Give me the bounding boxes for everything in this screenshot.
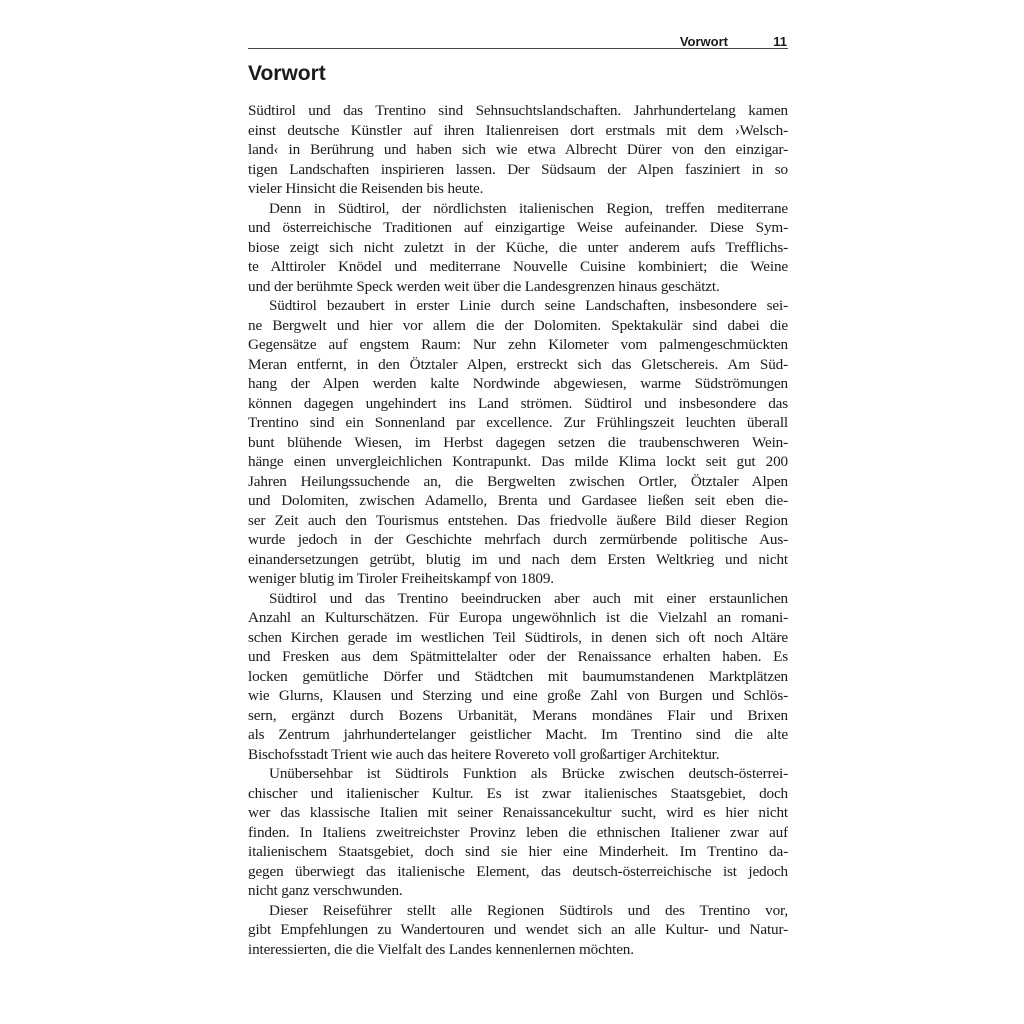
body-text — [248, 101, 788, 959]
text-line: Dieser Reiseführer stellt alle Regionen Südtirols und des Trentino vor, — [269, 901, 788, 919]
text-line: und der berühmte Speck werden weit über die Landesgrenzen hinaus geschätzt. — [248, 277, 720, 295]
text-line: interessierten, die die Vielfalt des Landes kennenlernen möchten. — [248, 940, 634, 958]
running-head-section: Vorwort — [679, 34, 728, 49]
text-line: Unübersehbar ist Südtirols Funktion als Brücke zwischen deutsch-österrei- — [269, 765, 788, 782]
text-line: wurde jedoch in der Geschichte mehrfach durch zermürbende politische Aus- — [248, 531, 788, 548]
text-line: können dagegen ungehindert ins Land strömen. Südtirol und insbesondere das — [248, 394, 788, 412]
text-line: italienischem Staatsgebiet, doch sind sie hier eine Minderheit. Im Trentino da- — [248, 843, 788, 860]
text-line: Denn in Südtirol, der nördlichsten italienischen Region, treffen mediterrane — [269, 199, 788, 217]
text-line: hang der Alpen werden kalte Nordwinde abgewiesen, warme Südströmungen — [248, 375, 788, 392]
text-line: finden. In Italiens zweitreichster Provinz leben die ethnischen Italiener zwar auf — [248, 823, 788, 841]
text-line: ne Bergwelt und hier vor allem die der Dolomiten. Spektakulär sind dabei die — [248, 316, 788, 334]
text-line: Südtirol und das Trentino beeindrucken aber auch mit einer erstaunlichen — [269, 589, 788, 607]
text-line: einandersetzungen getrübt, blutig im und nach dem Ersten Weltkrieg und nicht — [248, 550, 788, 568]
text-line: locken gemütliche Dörfer und Städtchen mit baumumstandenen Marktplätzen — [248, 667, 788, 685]
book-page — [248, 28, 788, 959]
text-line: te Alttiroler Knödel und mediterrane Nouvelle Cuisine kombiniert; die Weine — [248, 258, 788, 275]
text-line: Südtirol und das Trentino sind Sehnsuchtslandschaften. Jahrhundertelang kamen — [248, 102, 788, 119]
page-number: 11 — [773, 34, 787, 49]
text-line: weniger blutig im Tiroler Freiheitskampf von 1809. — [248, 570, 554, 587]
text-line: land‹ in Berührung und haben sich wie etwa Albrecht Dürer von den einzigar- — [248, 141, 788, 158]
text-line: als Zentrum jahrhundertelanger geistlicher Macht. Im Trentino sind die alte — [248, 726, 788, 743]
text-line: gegen überwiegt das italienische Element, das deutsch-österreichische ist jedoch — [248, 862, 788, 880]
text-line: tigen Landschaften inspirieren lassen. Der Südsaum der Alpen fasziniert in so — [248, 160, 788, 178]
text-line: einst deutsche Künstler auf ihren Italienreisen dort erstmals mit dem ›Welsch- — [248, 121, 788, 139]
text-line: Südtirol bezaubert in erster Linie durch seine Landschaften, insbesondere sei- — [269, 297, 788, 314]
text-line: und Dolomiten, zwischen Adamello, Brenta und Gardasee ließen seit eben die- — [248, 492, 788, 509]
text-line: hänge einen unvergleichlichen Kontrapunkt. Das milde Klima lockt seit gut 200 — [248, 453, 788, 470]
text-line: vieler Hinsicht die Reisenden bis heute. — [248, 180, 484, 197]
text-line: Gegensätze auf engstem Raum: Nur zehn Kilometer vom palmengeschmückten — [248, 336, 788, 353]
text-line: und Fresken aus dem Spätmittelalter oder der Renaissance erhalten haben. Es — [248, 648, 788, 665]
text-line: ser Zeit auch den Tourismus entstehen. Das friedvolle äußere Bild dieser Region — [248, 511, 788, 529]
text-line: schen Kirchen gerade im westlichen Teil Südtirols, in denen sich oft noch Altäre — [248, 628, 788, 646]
text-line: biose zeigt sich nicht zuletzt in der Küche, die unter anderem aufs Trefflichs- — [248, 238, 788, 256]
text-line: bunt blühende Wiesen, im Herbst dagegen setzen die traubenschweren Wein- — [248, 433, 788, 451]
text-line: Jahren Heilungssuchende an, die Bergwelten zwischen Ortler, Ötztaler Alpen — [248, 472, 788, 490]
text-line: Bischofsstadt Trient wie auch das heitere Rovereto voll großartiger Architektur. — [248, 745, 720, 763]
header-rule — [248, 48, 788, 49]
text-line: chischer und italienischer Kultur. Es ist zwar italienisches Staatsgebiet, doch — [248, 784, 788, 802]
text-line: Anzahl an Kulturschätzen. Für Europa ungewöhnlich ist die Vielzahl an romani- — [248, 609, 788, 626]
text-line: Meran entfernt, in den Ötztaler Alpen, erstreckt sich das Gletschereis. Am Süd- — [248, 355, 788, 373]
running-head — [248, 28, 788, 49]
text-line: wie Glurns, Klausen und Sterzing und eine große Zahl von Burgen und Schlös- — [248, 687, 788, 704]
text-line: nicht ganz verschwunden. — [248, 882, 403, 899]
text-line: wer das klassische Italien mit seiner Renaissancekultur sucht, wird es hier nicht — [248, 804, 788, 821]
chapter-title: Vorwort — [248, 62, 326, 85]
text-line: gibt Empfehlungen zu Wandertouren und wendet sich an alle Kultur- und Natur- — [248, 921, 788, 938]
text-line: Trentino sind ein Sonnenland par excellence. Zur Frühlingszeit leuchten überall — [248, 414, 788, 431]
text-line: sern, ergänzt durch Bozens Urbanität, Merans mondänes Flair und Brixen — [248, 706, 788, 724]
text-line: und österreichische Traditionen auf einzigartige Weise aufeinander. Diese Sym- — [248, 219, 788, 236]
